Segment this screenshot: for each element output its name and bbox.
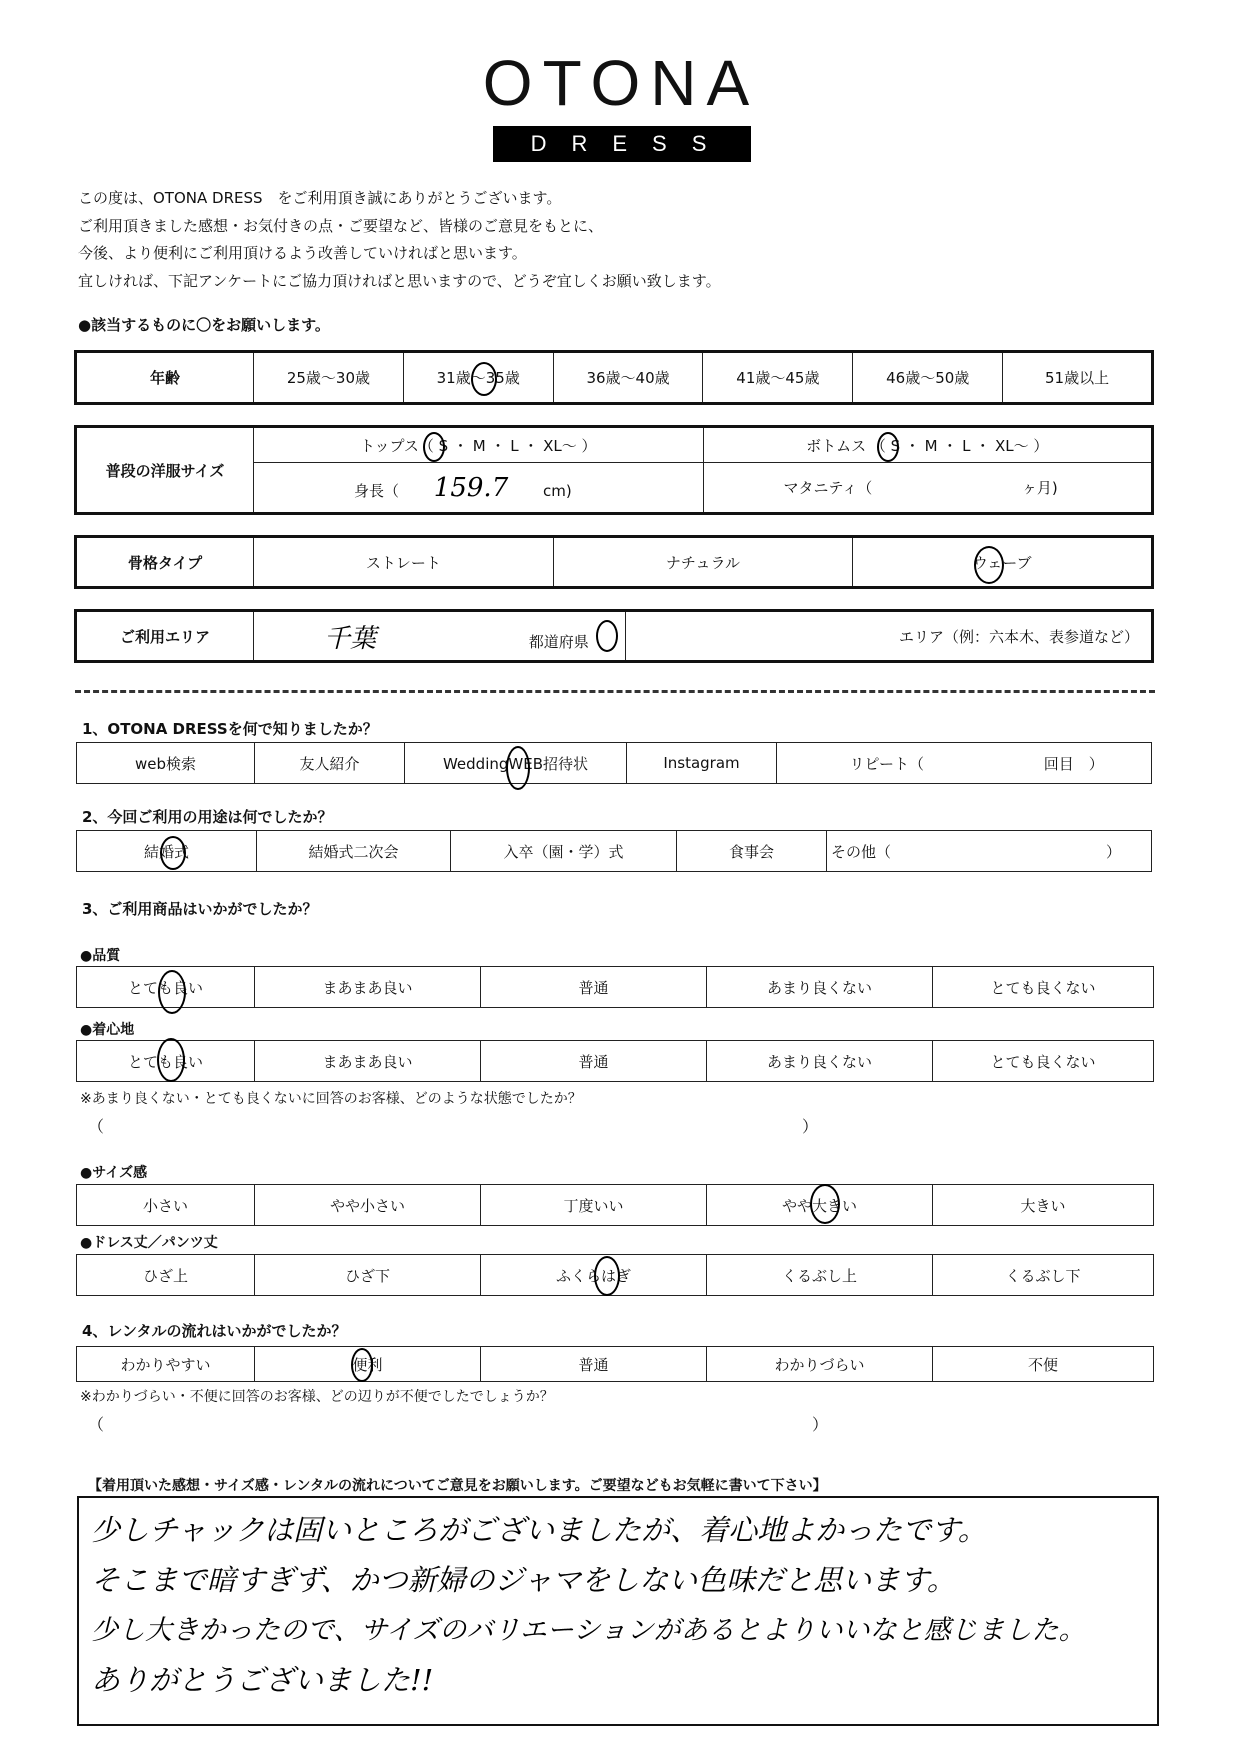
size-label: 普段の洋服サイズ [76, 427, 254, 514]
comment-heading: 【着用頂いた感想・サイズ感・レンタルの流れについてご意見をお願いします。ご要望などもお気軽に書いて下さい】 [88, 1478, 827, 1494]
maternity-unit: ヶ月) [1021, 479, 1058, 498]
frame-option[interactable]: ナチュラル [553, 537, 853, 588]
q4-paren-close: ） [812, 1415, 829, 1434]
comfort-paren-close: ） [802, 1117, 819, 1136]
comment-box[interactable] [77, 1496, 1159, 1726]
fit-table [76, 1184, 1154, 1226]
comfort-option[interactable]: まあまあ良い [255, 1041, 481, 1082]
comfort-table [76, 1040, 1154, 1082]
q4-option[interactable]: わかりやすい [77, 1347, 255, 1382]
area-hint: エリア（例：六本木、表参道など） [898, 627, 1139, 646]
selection-circle [877, 432, 899, 462]
comfort-option[interactable]: とても良い [77, 1041, 255, 1082]
fit-label: ●サイズ感 [80, 1165, 148, 1181]
comment-line: ありがとうございました!! [91, 1663, 434, 1697]
q1-option[interactable]: Instagram [627, 743, 777, 784]
comfort-option[interactable]: あまり良くない [707, 1041, 933, 1082]
fit-option[interactable]: やや大きい [707, 1185, 933, 1226]
age-option[interactable]: 51歳以上 [1003, 352, 1153, 404]
q2-option-other-close[interactable]: ） [967, 831, 1152, 872]
area-label: ご利用エリア [76, 611, 254, 662]
q4-note: ※わかりづらい・不便に回答のお客様、どの辺りが不便でしたでしょうか？ [80, 1389, 554, 1405]
comfort-label: ●着心地 [80, 1022, 135, 1038]
selection-circle [158, 970, 186, 1014]
quality-option[interactable]: まあまあ良い [255, 967, 481, 1008]
intro-line: 今後、より便利にご利用頂けるよう改善していければと思います。 [78, 244, 527, 262]
q1-option[interactable]: WeddingWEB招待状 [405, 743, 627, 784]
q4-title: 4、レンタルの流れはいかがでしたか？ [82, 1322, 347, 1340]
fit-option[interactable]: 小さい [77, 1185, 255, 1226]
age-option[interactable]: 36歳～40歳 [553, 352, 703, 404]
q2-option[interactable]: 食事会 [677, 831, 827, 872]
length-option[interactable]: くるぶし下 [933, 1255, 1154, 1296]
q2-option-other[interactable]: その他（ [827, 831, 967, 872]
comment-line: 少しチャックは固いところがございましたが、着心地よかったです。 [91, 1513, 987, 1547]
comfort-detail-input[interactable] [112, 1112, 792, 1134]
selection-circle [157, 1038, 185, 1082]
prefecture-value: 千葉 [324, 623, 377, 654]
maternity-label: マタニティ（ [783, 479, 873, 498]
q1-option[interactable]: 友人紹介 [255, 743, 405, 784]
comfort-option[interactable]: とても良くない [933, 1041, 1154, 1082]
q1-table [76, 742, 1152, 784]
age-option[interactable]: 25歳～30歳 [254, 352, 404, 404]
prefecture-field[interactable] [254, 611, 626, 662]
height-unit: cm) [543, 481, 572, 500]
area-field[interactable] [626, 611, 1153, 662]
selection-circle [596, 620, 618, 652]
q3-title: 3、ご利用商品はいかがでしたか？ [82, 900, 318, 918]
quality-option[interactable]: とても良くない [933, 967, 1154, 1008]
q2-option[interactable]: 入卒（園・学）式 [451, 831, 677, 872]
frame-option[interactable]: ウェーブ [853, 537, 1153, 588]
q4-option[interactable]: 便利 [255, 1347, 481, 1382]
fit-option[interactable]: 丁度いい [481, 1185, 707, 1226]
age-option[interactable]: 41歳～45歳 [703, 352, 853, 404]
q1-option-repeat[interactable]: リピート（ [777, 743, 997, 784]
q4-paren-open: （ [88, 1415, 105, 1434]
q2-option[interactable]: 結婚式 [77, 831, 257, 872]
quality-option[interactable]: あまり良くない [707, 967, 933, 1008]
quality-label: ●品質 [80, 948, 121, 964]
quality-option[interactable]: 普通 [481, 967, 707, 1008]
comfort-note: ※あまり良くない・とても良くないに回答のお客様、どのような状態でしたか？ [80, 1091, 582, 1107]
length-option[interactable]: くるぶし上 [707, 1255, 933, 1296]
height-label: 身長（ [354, 481, 400, 500]
length-option[interactable]: ひざ下 [255, 1255, 481, 1296]
length-option[interactable]: ひざ上 [77, 1255, 255, 1296]
prefecture-label: 都道府県 [528, 632, 589, 651]
age-label: 年齢 [76, 352, 254, 404]
fit-option[interactable]: やや小さい [255, 1185, 481, 1226]
logo-otona: OTONA [482, 47, 760, 119]
height-field[interactable] [254, 463, 704, 514]
age-option[interactable]: 31歳～35歳 [403, 352, 553, 404]
quality-option[interactable]: とても良い [77, 967, 255, 1008]
q4-detail-input[interactable] [112, 1410, 802, 1432]
tops-size[interactable]: トップス（ S ・ M ・ L ・ XL～ ） [254, 427, 704, 463]
q2-option[interactable]: 結婚式二次会 [257, 831, 451, 872]
selection-circle [506, 746, 530, 790]
selection-circle [810, 1184, 840, 1224]
selection-circle [974, 546, 1004, 584]
q4-option[interactable]: 普通 [481, 1347, 707, 1382]
age-option[interactable]: 46歳～50歳 [853, 352, 1003, 404]
selection-circle [160, 836, 186, 870]
q4-table [76, 1346, 1154, 1382]
size-table [74, 425, 1154, 515]
intro-text [78, 185, 721, 295]
q1-option[interactable]: web検索 [77, 743, 255, 784]
comfort-paren-open: （ [88, 1117, 105, 1136]
selection-circle [594, 1256, 620, 1296]
bottoms-size[interactable]: ボトムス （ S ・ M ・ L ・ XL～ ） [703, 427, 1153, 463]
selection-circle [351, 1348, 373, 1382]
height-value: 159.7 [433, 472, 509, 503]
selection-circle [471, 362, 497, 396]
frame-label: 骨格タイプ [76, 537, 254, 588]
length-option[interactable]: ふくらはぎ [481, 1255, 707, 1296]
section-divider [75, 690, 1155, 693]
q1-option-repeat-count[interactable]: 回目 ） [997, 743, 1152, 784]
quality-table [76, 966, 1154, 1008]
length-label: ●ドレス丈／パンツ丈 [80, 1235, 218, 1251]
q4-option[interactable]: 不便 [933, 1347, 1154, 1382]
comment-line: そこまで暗すぎず、かつ新婦のジャマをしない色味だと思います。 [91, 1563, 956, 1597]
q1-title: 1、OTONA DRESSを何で知りましたか？ [82, 720, 378, 738]
intro-line: この度は、OTONA DRESS をご利用頂き誠にありがとうございます。 [78, 189, 562, 207]
intro-line: 宜しければ、下記アンケートにご協力頂ければと思いますので、どうぞ宜しくお願い致します。 [78, 271, 721, 290]
logo-dress: DRESS [493, 126, 751, 162]
q2-table [76, 830, 1152, 872]
comment-line: 少し大きかったので、サイズのバリエーションがあるとよりいいなと感じました。 [91, 1615, 1086, 1646]
comfort-option[interactable]: 普通 [481, 1041, 707, 1082]
instruction: ●該当するものに〇をお願いします。 [78, 316, 330, 334]
intro-line: ご利用頂きました感想・お気付きの点・ご要望など、皆様のご意見をもとに、 [78, 216, 604, 235]
q4-option[interactable]: わかりづらい [707, 1347, 933, 1382]
frame-option[interactable]: ストレート [254, 537, 554, 588]
maternity-field[interactable] [703, 463, 1153, 514]
selection-circle [423, 432, 445, 462]
age-table [74, 350, 1154, 405]
fit-option[interactable]: 大きい [933, 1185, 1154, 1226]
q2-title: 2、今回ご利用の用途は何でしたか？ [82, 808, 333, 826]
